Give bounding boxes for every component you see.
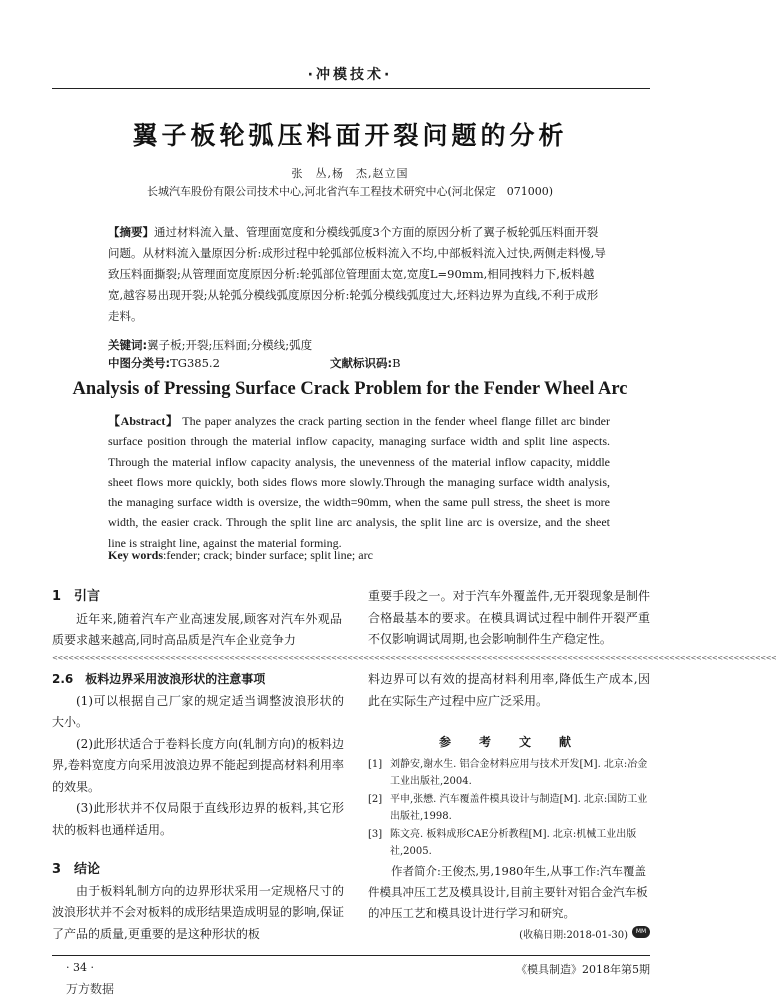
- reference-text: 陈文亮. 板料成形CAE分析教程[M]. 北京:机械工业出版社,2005.: [390, 829, 637, 857]
- affiliation: 长城汽车股份有限公司技术中心,河北省汽车工程技术研究中心(河北保定 071000): [146, 185, 554, 198]
- section3-para: 由于板料轧制方向的边界形状采用一定规格尺寸的波浪形状并不会对板料的成形结果造成明显的影响,保证了产品的质量,更重要的是这种形状的板: [52, 883, 344, 941]
- doc-code: [330, 353, 401, 373]
- header-rule: [52, 88, 650, 89]
- received-date: (收稿日期:2018-01-30): [519, 930, 628, 941]
- page-number: · 34 ·: [66, 961, 94, 974]
- watermark: 万方数据: [66, 982, 115, 996]
- reference-text: 平申,张懋. 汽车覆盖件模具设计与制造[M]. 北京:国防工业出版社,1998.: [390, 794, 648, 822]
- references-title: 参 考 文 献: [438, 735, 579, 749]
- english-title: Analysis of Pressing Surface Crack Problem for the Fender Wheel Arc: [72, 379, 628, 399]
- lower-left-column: [52, 669, 344, 945]
- paper-title: 翼子板轮弧压料面开裂问题的分析: [132, 121, 568, 150]
- footer-rule: [52, 955, 650, 956]
- authors: 张 丛,杨 杰,赵立国: [291, 167, 409, 180]
- end-mark-icon: MM: [632, 926, 650, 938]
- section1-left: [52, 586, 342, 652]
- section26-item-2: (2)此形状适合于卷料长度方向(轧制方向)的板料边界,卷料宽度方向采用波浪边界不能起到提高材料利用率的效果。: [52, 736, 344, 794]
- reference-item: [368, 791, 650, 825]
- abstract-en-text: The paper analyzes the crack parting section in the fender wheel flange fillet arc binder surface position through the material inflow capacity, managing surface width and split line aspects. Through the material inflow capacity analysis, the unevenness of the material inflow capacity, middle sheet flows more quickly, both sides flows more slowly.Through the managing surface width analysis, the managing surface width is oversize, the width=90mm, when the same pull stress, the sheet is more width, the easier crack. Through the split line arc analysis, the split line arc is oversize, and the sheet line is straight line, against the material forming.: [108, 414, 611, 550]
- abstract-cn: [108, 222, 608, 327]
- classification-label: 中图分类号:: [108, 356, 171, 370]
- section1-heading: 1 引言: [52, 589, 101, 604]
- doc-code-value: B: [392, 356, 401, 370]
- journal-issue: 《模具制造》2018年第5期: [516, 963, 650, 976]
- reference-item: [368, 826, 650, 860]
- keywords-en-text: :fender; crack; binder surface; split line; arc: [163, 548, 373, 562]
- abstract-en-label: 【Abstract】: [108, 414, 179, 428]
- keywords-en-label: Key words: [108, 548, 163, 562]
- reference-item: [368, 756, 650, 790]
- abstract-en: [108, 411, 610, 553]
- keywords-cn-label: 关键词:: [108, 338, 148, 352]
- section-header: ·冲模技术·: [307, 67, 393, 83]
- section26-item-1: (1)可以根据自己厂家的规定适当调整波浪形状的大小。: [52, 693, 344, 729]
- classification-value: TG385.2: [170, 356, 220, 370]
- classification: [108, 353, 608, 373]
- conclusion-continued: 料边界可以有效的提高材料利用率,降低生产成本,因此在实际生产过程中应广泛采用。: [368, 672, 650, 708]
- section26-item-3: (3)此形状并不仅局限于直线形边界的板料,其它形状的板料也通样适用。: [52, 801, 344, 837]
- section1-right-para: 重要手段之一。对于汽车外覆盖件,无开裂现象是制件合格最基本的要求。在模具调试过程中制件开裂严重不仅影响调试周期,也会影响制件生产稳定性。: [368, 589, 650, 646]
- abstract-cn-text: 通过材料流入量、管理面宽度和分模线弧度3个方面的原因分析了翼子板轮弧压料面开裂问题。从材料流入量原因分析:成形过程中轮弧部位板料流入不均,中部板料流入过快,两侧走料慢,导致压料面撕裂;从管理面宽度原因分析:轮弧部位管理面太宽,宽度L=90mm,相同拽料力下,板料越宽,越容易出现开裂;从轮弧分模线弧度原因分析:轮弧分模线弧度过大,坯料边界为直线,不利于成形走料。: [108, 225, 606, 323]
- section3-heading: 3 结论: [52, 862, 101, 877]
- abstract-cn-label: 【摘要】: [108, 225, 154, 239]
- section26-heading: 2.6 板料边界采用波浪形状的注意事项: [52, 672, 266, 686]
- wavy-divider: <<<<<<<<<<<<<<<<<<<<<<<<<<<<<<<<<<<<<<<<<<<<<<<<<<<<<<<<<<<<<<<<<<<<<<<<<<<<<<<<<<<<<<<<<<<<<<<<<<<<<<<<<<<<<<<<<<<<<<<<<<<<<<<<<<<<<<<: [52, 654, 776, 662]
- keywords-cn-text: 翼子板;开裂;压料面;分模线;弧度: [147, 338, 313, 352]
- keywords-en: [108, 548, 608, 563]
- reference-text: 刘静安,谢水生. 铝合金材料应用与技术开发[M]. 北京:冶金工业出版社,2004.: [390, 759, 648, 787]
- section1-left-para: 近年来,随着汽车产业高速发展,顾客对汽车外观品质要求越来越高,同时高品质是汽车企业竞争力: [52, 611, 342, 647]
- reference-num: [2]: [368, 794, 383, 805]
- reference-num: [3]: [368, 829, 383, 840]
- section1-right: [368, 586, 650, 651]
- author-bio: 作者简介:王俊杰,男,1980年生,从事工作:汽车覆盖件模具冲压工艺及模具设计,目前主要针对铝合金汽车板的冲压工艺和模具设计进行学习和研究。: [368, 864, 648, 920]
- lower-right-column: [368, 669, 650, 712]
- doc-code-label: 文献标识码:: [330, 356, 393, 370]
- reference-num: [1]: [368, 759, 383, 770]
- keywords-cn: [108, 335, 608, 355]
